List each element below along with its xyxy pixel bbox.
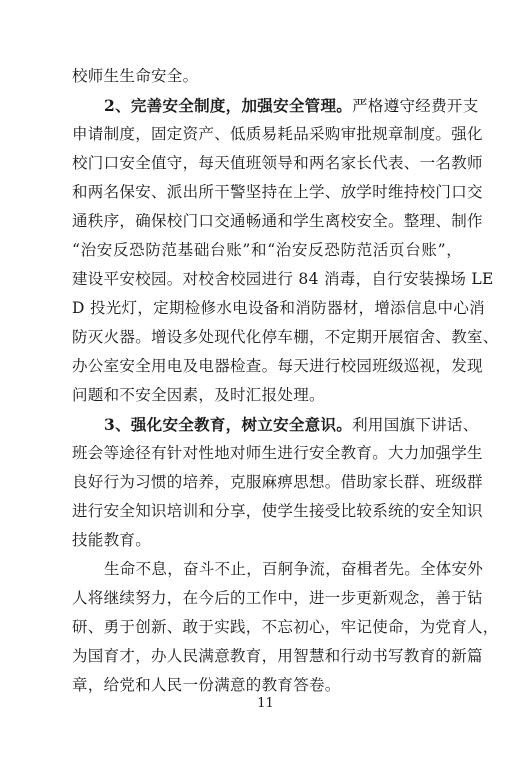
text-line: 办公室安全用电及电器检查。每天进行校园班级巡视，发现 (72, 357, 483, 375)
text-line: 校门口安全值守，每天值班领导和两名家长代表、一名教师 (72, 154, 483, 172)
text-line: 生命不息，奋斗不止，百舸争流，奋楫者先。全体安外 (104, 560, 484, 578)
text-line: 问题和不安全因素，及时汇报处理。 (72, 386, 325, 404)
page-number: 11 (257, 696, 274, 711)
text-line: 技能教育。 (72, 531, 152, 549)
text-line: 建设平安校园。对校舍校园进行 84 消毒，自行安装操场 LE (72, 270, 494, 288)
text-line (72, 410, 479, 439)
paragraph-safety-system (72, 91, 499, 410)
document-body (72, 62, 499, 700)
text-line: D 投光灯，定期检修水电设备和消防器材，增添信息中心消 (72, 299, 485, 317)
text-line: 防灭火器。增设多处现代化停车棚，不定期开展宿舍、教室、 (72, 328, 499, 346)
text-line: 章，给党和人民一份满意的教育答卷。 (72, 676, 341, 694)
text-line: 申请制度，固定资产、低质易耗品采购审批规章制度。强化 (72, 125, 483, 143)
text-line (72, 91, 479, 120)
text-segment: 利用国旗下讲话、 (352, 416, 479, 434)
text-line: 为国育才，办人民满意教育，用智慧和行动书写教育的新篇 (72, 647, 483, 665)
text-line: 通秩序，确保校门口交通畅通和学生离校安全。整理、制作 (72, 212, 483, 230)
text-line: 良好行为习惯的培养，克服麻痹思想。借助家长群、班级群 (72, 473, 483, 491)
text-line: 和两名保安、派出所干警坚持在上学、放学时维持校门口交 (72, 183, 483, 201)
text-line: 班会等途径有针对性地对师生进行安全教育。大力加强学生 (72, 444, 483, 462)
paragraph-closing (72, 555, 499, 700)
section-heading: 3、强化安全教育，树立安全意识。 (104, 415, 353, 434)
text-segment: 严格遵守经费开支 (352, 97, 479, 115)
text-line: 研、勇于创新、敢于实践，不忘初心，牢记使命，为党育人， (72, 618, 499, 636)
text-line: 进行安全知识培训和分享，使学生接受比较系统的安全知识 (72, 502, 483, 520)
text-line: 校师生生命安全。 (72, 67, 199, 85)
text-line: “治安反恐防范基础台账”和“治安反恐防范活页台账”， (72, 241, 462, 259)
paragraph-continuation (72, 62, 462, 91)
paragraph-safety-education (72, 410, 483, 555)
text-line: 人将继续努力，在今后的工作中，进一步更新观念，善于钻 (72, 589, 483, 607)
section-heading: 2、完善安全制度，加强安全管理。 (104, 96, 353, 115)
